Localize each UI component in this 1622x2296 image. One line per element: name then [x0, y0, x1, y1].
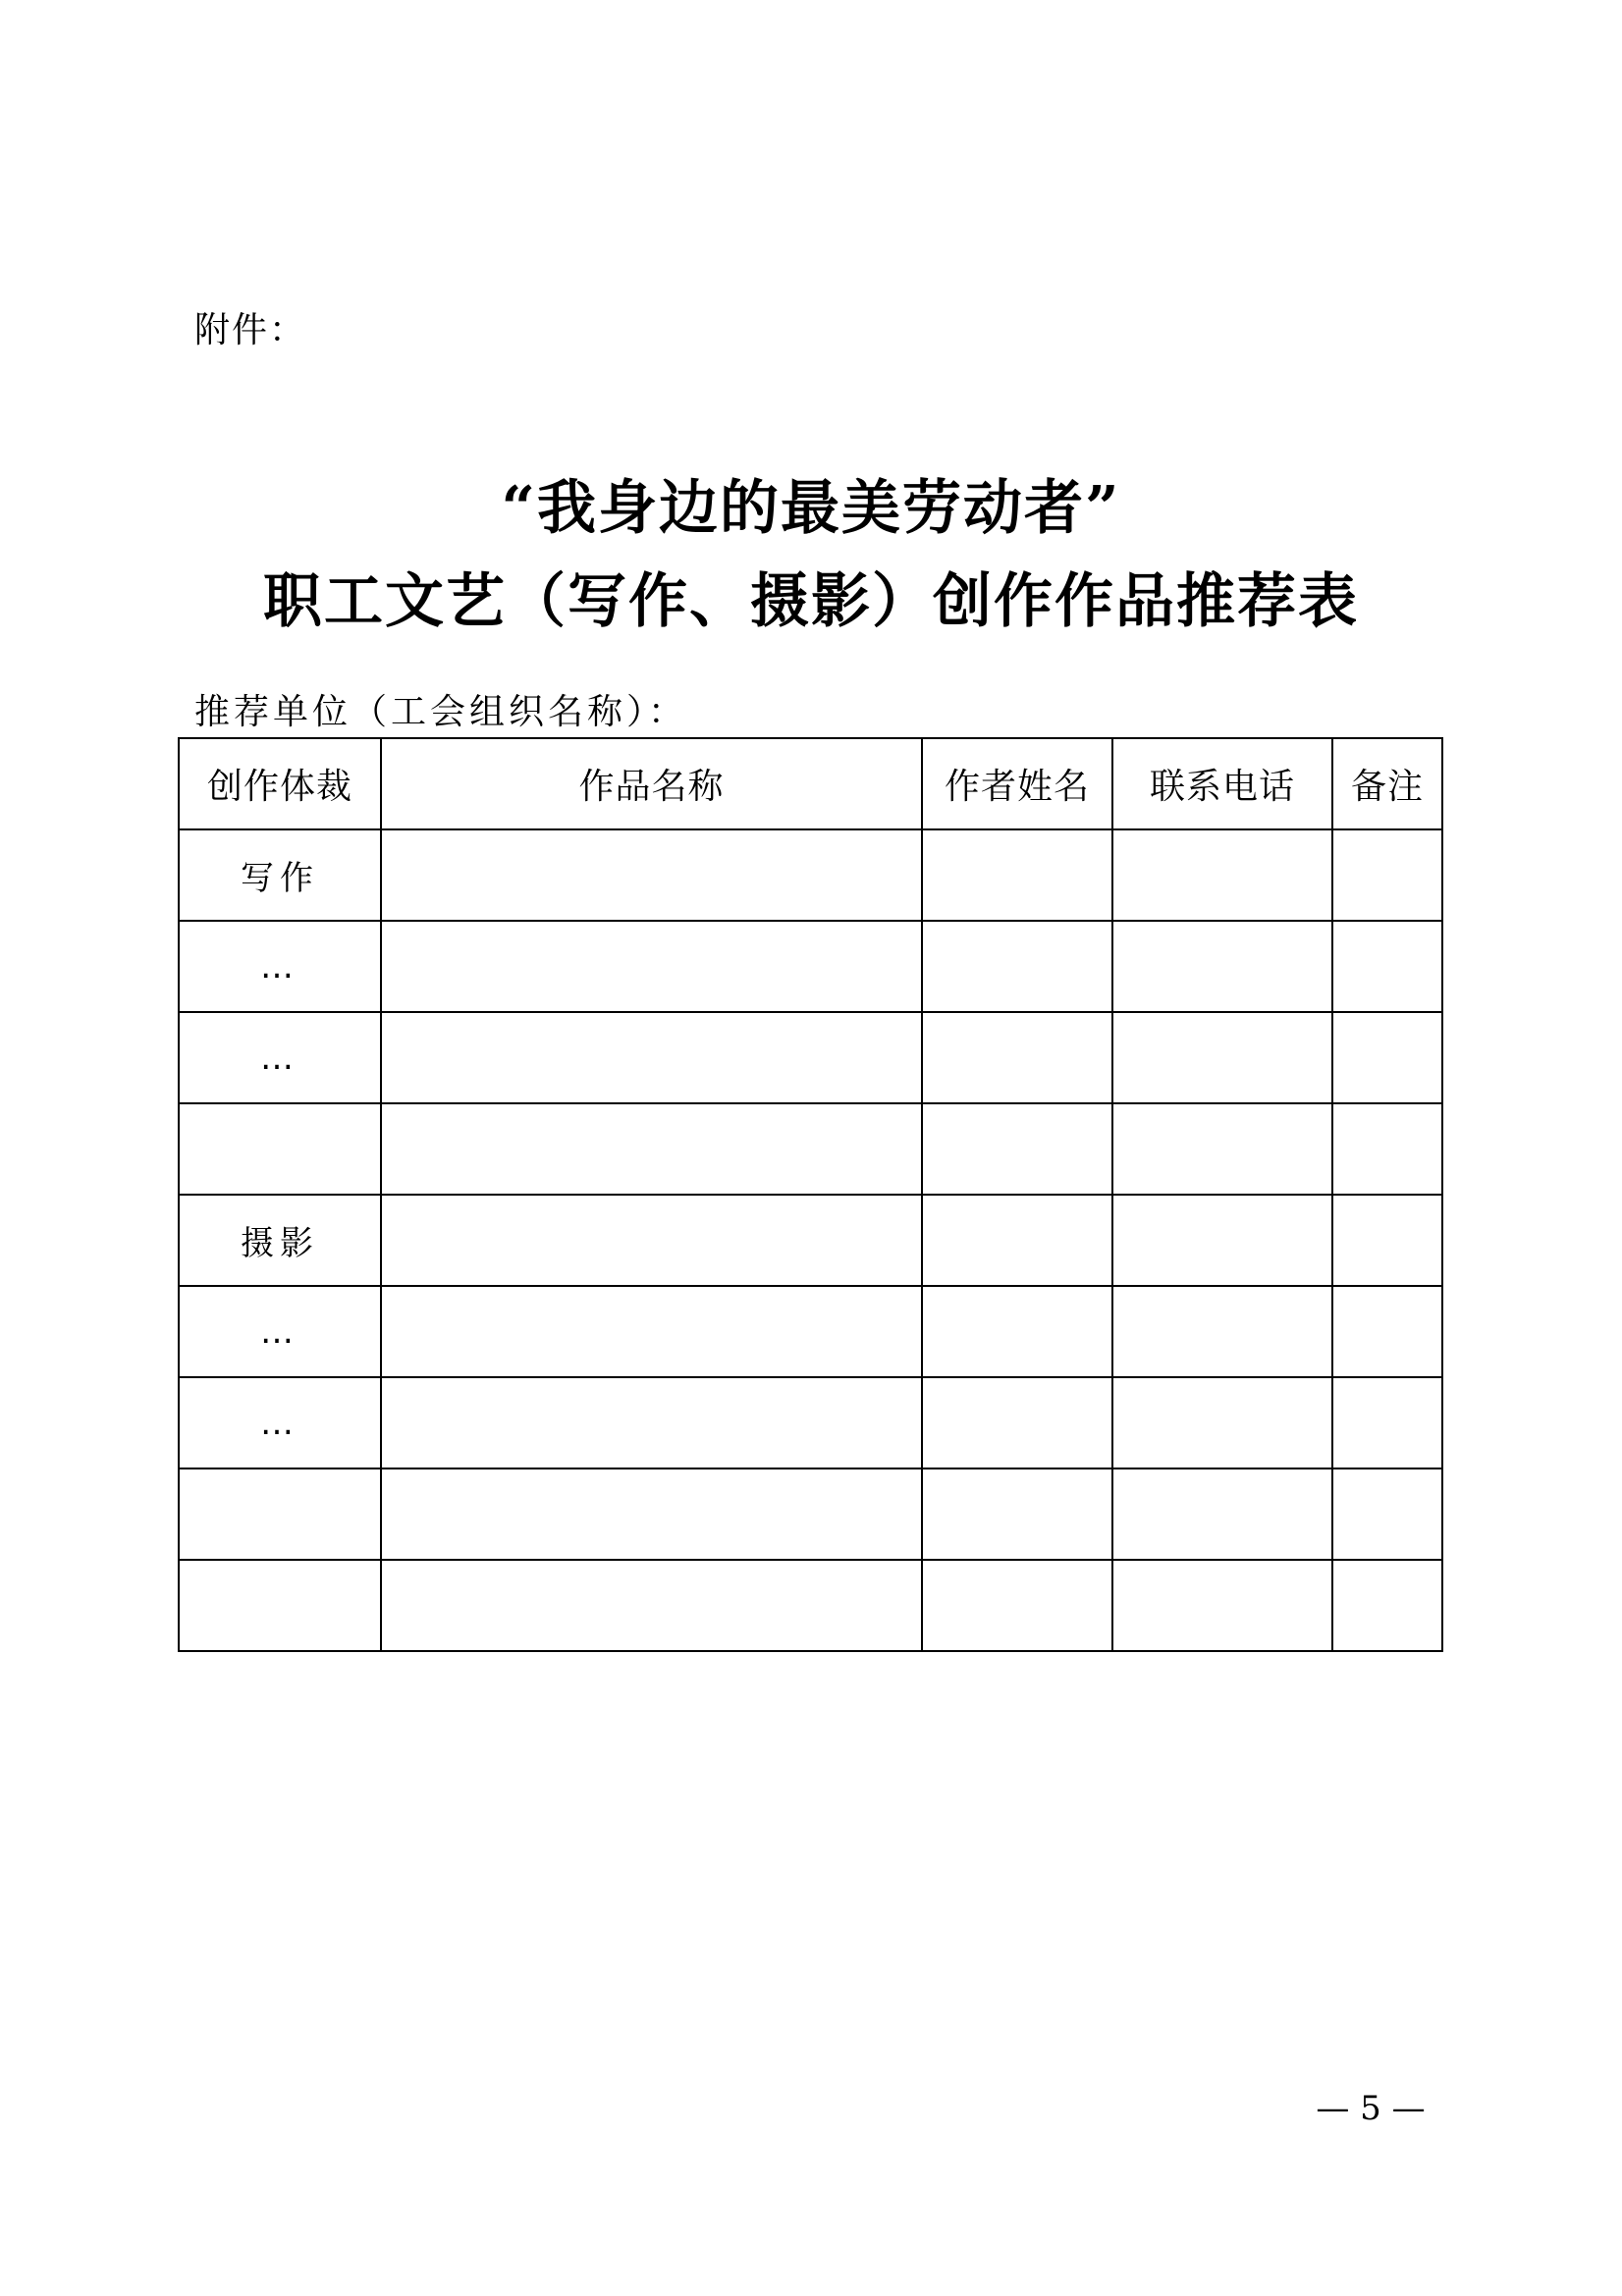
cell-contact-phone: [1112, 1195, 1332, 1286]
header-genre: 创作体裁: [179, 738, 381, 829]
header-work-title: 作品名称: [381, 738, 922, 829]
table-row: [179, 829, 1442, 921]
cell-work-title: [381, 1195, 922, 1286]
table-row: [179, 921, 1442, 1012]
table-row: [179, 1286, 1442, 1377]
cell-work-title: [381, 921, 922, 1012]
cell-author-name: [922, 829, 1112, 921]
table-row: [179, 1103, 1442, 1195]
cell-remarks: [1332, 921, 1442, 1012]
cell-genre: 摄影: [179, 1195, 381, 1286]
cell-remarks: [1332, 1560, 1442, 1651]
header-author-name: 作者姓名: [922, 738, 1112, 829]
cell-contact-phone: [1112, 1468, 1332, 1560]
cell-contact-phone: [1112, 1560, 1332, 1651]
table-row: [179, 1377, 1442, 1468]
cell-remarks: [1332, 1195, 1442, 1286]
cell-work-title: [381, 1012, 922, 1103]
cell-work-title: [381, 1468, 922, 1560]
table-row: [179, 1468, 1442, 1560]
table-row: [179, 1195, 1442, 1286]
cell-work-title: [381, 1286, 922, 1377]
cell-contact-phone: [1112, 1103, 1332, 1195]
cell-author-name: [922, 1103, 1112, 1195]
cell-genre: 写作: [179, 829, 381, 921]
cell-contact-phone: [1112, 1377, 1332, 1468]
cell-author-name: [922, 1377, 1112, 1468]
cell-author-name: [922, 1468, 1112, 1560]
header-contact-phone: 联系电话: [1112, 738, 1332, 829]
cell-remarks: [1332, 1103, 1442, 1195]
table-row: [179, 1012, 1442, 1103]
cell-author-name: [922, 1195, 1112, 1286]
cell-author-name: [922, 1560, 1112, 1651]
cell-remarks: [1332, 1377, 1442, 1468]
cell-remarks: [1332, 829, 1442, 921]
cell-work-title: [381, 1560, 922, 1651]
recommending-unit-label: 推荐单位（工会组织名称）：: [194, 692, 688, 732]
page-number: — 5 —: [1316, 2089, 1426, 2128]
cell-genre: …: [179, 1286, 381, 1377]
document-title-line-1: “我身边的最美劳动者”: [501, 474, 1121, 543]
cell-genre: [179, 1103, 381, 1195]
cell-author-name: [922, 1012, 1112, 1103]
cell-work-title: [381, 1103, 922, 1195]
cell-author-name: [922, 1286, 1112, 1377]
cell-genre: …: [179, 1377, 381, 1468]
cell-genre: …: [179, 921, 381, 1012]
table-header-row: [179, 738, 1442, 829]
cell-work-title: [381, 829, 922, 921]
cell-contact-phone: [1112, 829, 1332, 921]
cell-remarks: [1332, 1468, 1442, 1560]
cell-remarks: [1332, 1286, 1442, 1377]
cell-genre: [179, 1560, 381, 1651]
cell-remarks: [1332, 1012, 1442, 1103]
document-title-line-2: 职工文艺（写作、摄影）创作作品推荐表: [263, 567, 1359, 636]
recommendation-table: [178, 737, 1443, 1652]
header-remarks: 备注: [1332, 738, 1442, 829]
cell-contact-phone: [1112, 921, 1332, 1012]
cell-work-title: [381, 1377, 922, 1468]
attachment-label: 附件：: [194, 310, 307, 350]
cell-genre: [179, 1468, 381, 1560]
cell-contact-phone: [1112, 1012, 1332, 1103]
cell-genre: …: [179, 1012, 381, 1103]
cell-author-name: [922, 921, 1112, 1012]
table-row: [179, 1560, 1442, 1651]
cell-contact-phone: [1112, 1286, 1332, 1377]
